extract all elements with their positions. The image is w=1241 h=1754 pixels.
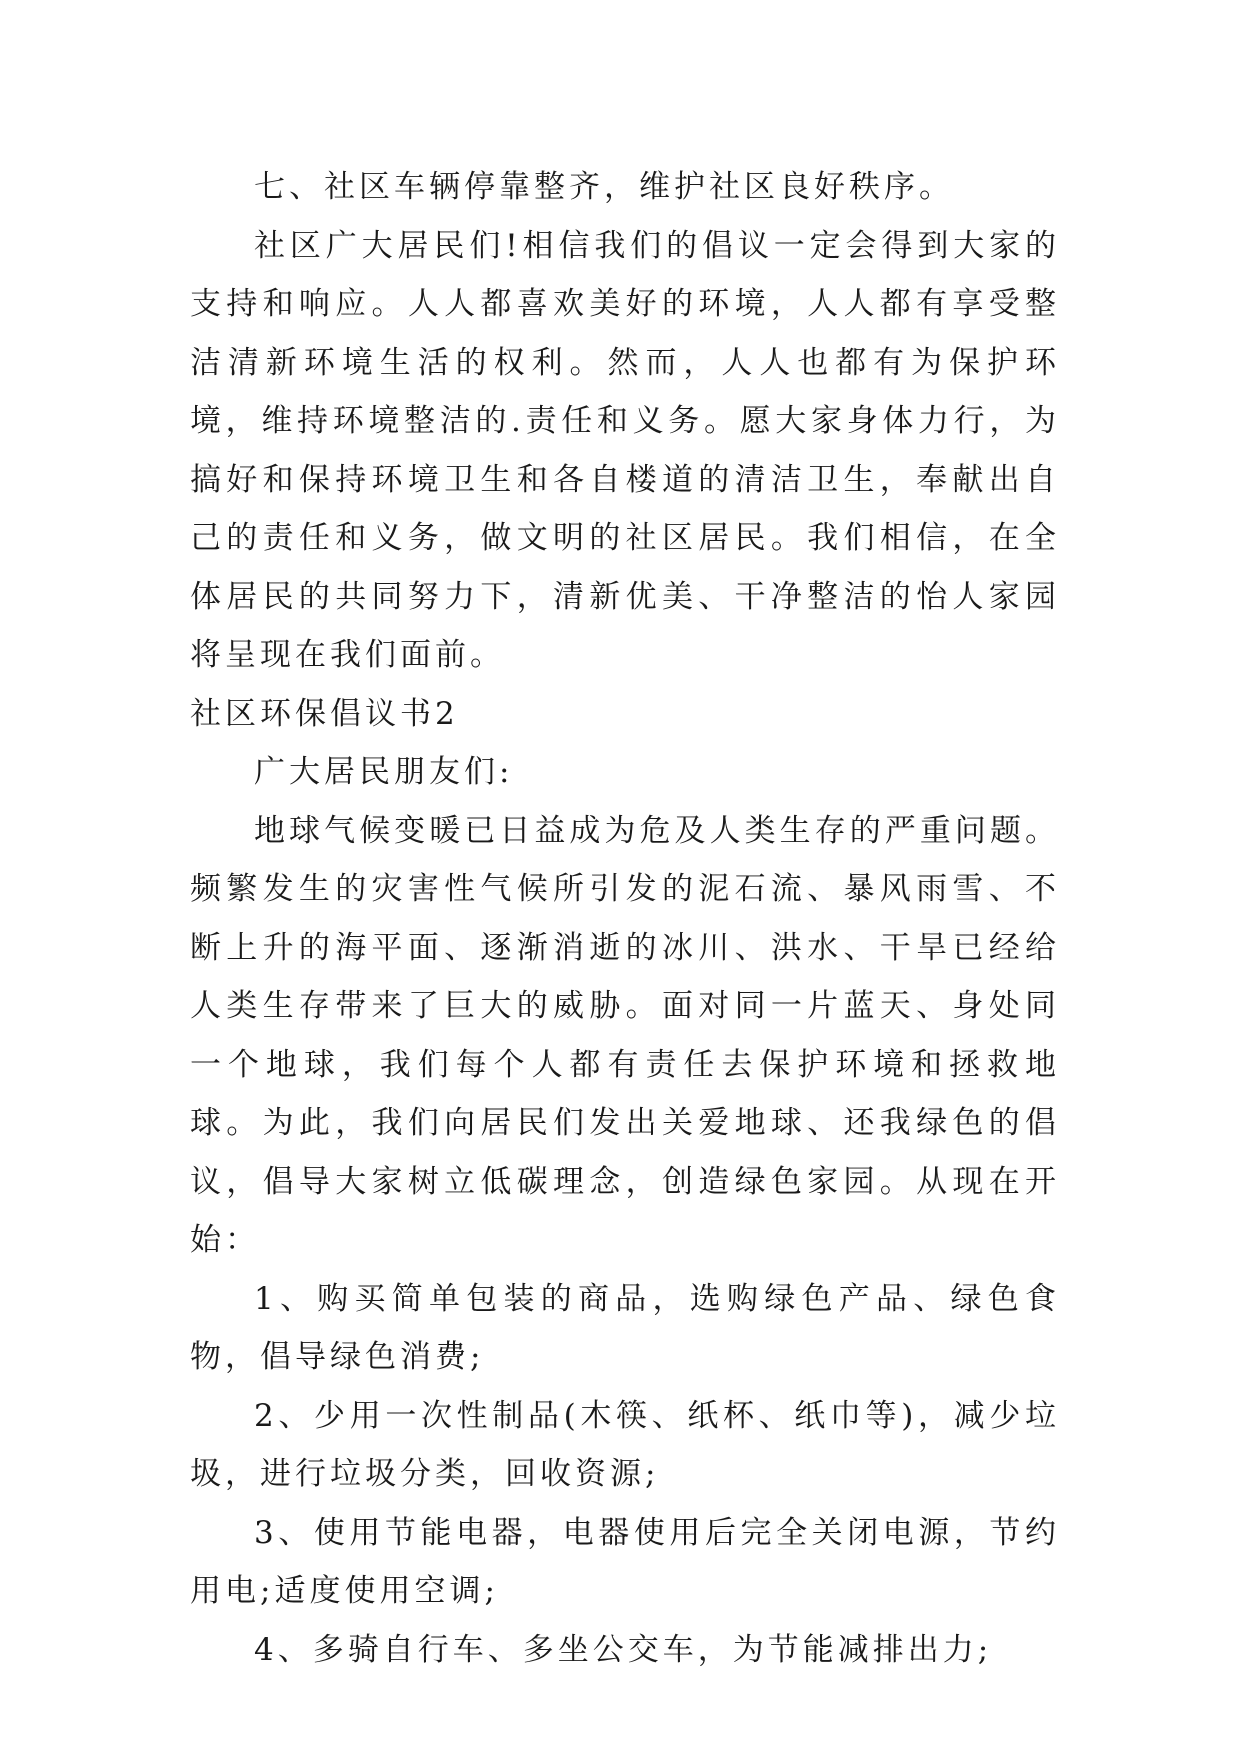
paragraph-closing-appeal: 社区广大居民们!相信我们的倡议一定会得到大家的支持和响应。人人都喜欢美好的环境，人人都有享受整洁清新环境生活的权利。然而，人人也都有为保护环境，维持环境整洁的.责任和义务。愿大家身体力行，为搞好和保持环境卫生和各自楼道的清洁卫生，奉献出自己的责任和义务，做文明的社区居民。我们相信，在全体居民的共同努力下，清新优美、干净整洁的怡人家园将呈现在我们面前。 (190, 227, 1060, 673)
paragraph-introduction: 地球气候变暖已日益成为危及人类生存的严重问题。频繁发生的灾害性气候所引发的泥石流、暴风雨雪、不断上升的海平面、逐渐消逝的冰川、洪水、干旱已经给人类生存带来了巨大的威胁。面对同一片蓝天、身处同一个地球，我们每个人都有责任去保护环境和拯救地球。为此，我们向居民们发出关爱地球、还我绿色的倡议，倡导大家树立低碳理念，创造绿色家园。从现在开始： (190, 812, 1060, 1258)
list-item-1: 1、购买简单包装的商品，选购绿色产品、绿色食物，倡导绿色消费; (190, 1280, 1060, 1375)
list-item-3: 3、使用节能电器，电器使用后完全关闭电源，节约用电;适度使用空调; (190, 1514, 1060, 1609)
list-item-4: 4、多骑自行车、多坐公交车，为节能减排出力; (254, 1631, 993, 1668)
salutation: 广大居民朋友们: (254, 754, 514, 790)
section-heading: 社区环保倡议书2 (190, 695, 459, 732)
document-page (190, 158, 1060, 1679)
list-item-2: 2、少用一次性制品(木筷、纸杯、纸巾等)，减少垃圾，进行垃圾分类，回收资源; (190, 1397, 1060, 1492)
paragraph-item-seven: 七、社区车辆停靠整齐，维护社区良好秩序。 (254, 169, 954, 205)
